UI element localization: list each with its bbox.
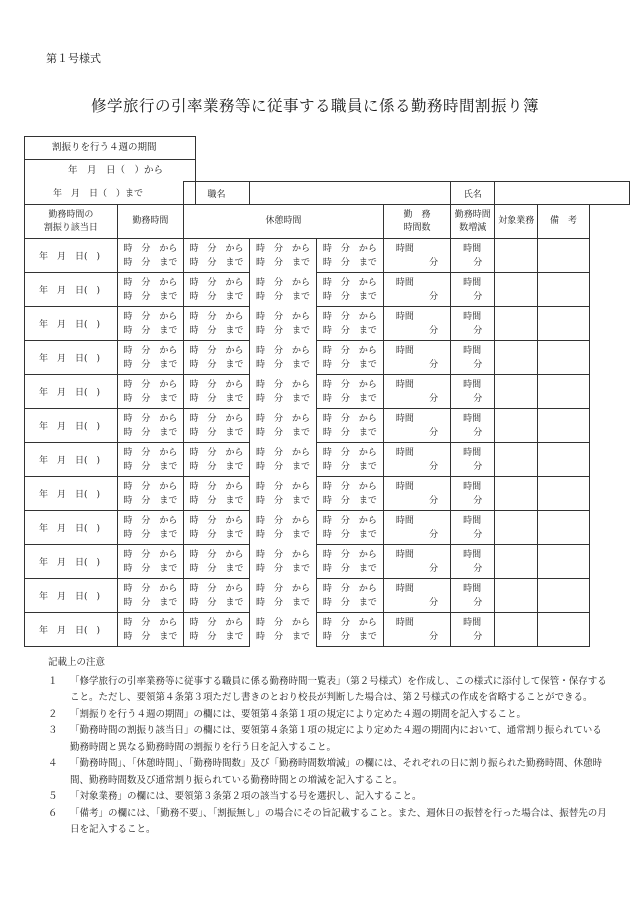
remarks-cell[interactable] (538, 409, 590, 443)
note-item (44, 707, 610, 724)
break-time-cell[interactable]: 時 分 から 時 分 まで (183, 375, 249, 409)
increase-cell[interactable]: 時間 分 (451, 239, 495, 273)
break-time-cell[interactable]: 時 分 から 時 分 まで (250, 307, 317, 341)
increase-header: 勤務時間 数増減 (451, 205, 495, 239)
row-date[interactable]: 年 月 日( ) (25, 511, 118, 545)
increase-cell[interactable]: 時間 分 (451, 443, 495, 477)
table-row (25, 579, 630, 613)
hours-cell[interactable]: 時間 分 (383, 239, 450, 273)
break-time-cell[interactable]: 時 分 から 時 分 まで (250, 443, 317, 477)
note-item (44, 723, 610, 756)
break-time-cell[interactable]: 時 分 から 時 分 まで (250, 375, 317, 409)
increase-cell[interactable]: 時間 分 (451, 375, 495, 409)
break-time-cell[interactable]: 時 分 から 時 分 まで (183, 443, 249, 477)
period-to-row (25, 182, 630, 205)
break-time-cell[interactable]: 時 分 から 時 分 まで (250, 239, 317, 273)
target-cell[interactable] (495, 511, 538, 545)
break-time-cell[interactable]: 時 分 から 時 分 まで (250, 511, 317, 545)
break-time-cell[interactable]: 時 分 から 時 分 まで (183, 273, 249, 307)
hours-cell[interactable]: 時間 分 (383, 443, 450, 477)
increase-cell[interactable]: 時間 分 (451, 341, 495, 375)
table-row (25, 375, 630, 409)
row-date[interactable]: 年 月 日( ) (25, 375, 118, 409)
row-date[interactable]: 年 月 日( ) (25, 273, 118, 307)
page-title: 修学旅行の引率業務等に従事する職員に係る勤務時間割振り簿 (90, 97, 539, 115)
hours-cell[interactable]: 時間 分 (383, 613, 450, 647)
target-cell[interactable] (495, 307, 538, 341)
remarks-cell[interactable] (538, 341, 590, 375)
break-time-header: 休憩時間 (183, 205, 383, 239)
row-date[interactable]: 年 月 日( ) (25, 477, 118, 511)
hours-cell[interactable]: 時間 分 (383, 375, 450, 409)
note-text: 「勤務時間」、「休憩時間」、「勤務時間数」及び「勤務時間数増減」の欄には、それぞれの日に割り振られた勤務時間、休憩時間、勤務時間数及び通常割り振られている勤務時間との増減を記入すること。 (70, 758, 603, 786)
note-text: 「備考」の欄には、「勤務不要」、「割振無し」の場合にその旨記載すること。また、週休日の振替を行った場合は、振替先の月日を記入すること。 (70, 807, 607, 835)
staff-name-label: 氏名 (451, 182, 495, 205)
break-time-cell[interactable]: 時 分 から 時 分 まで (316, 409, 383, 443)
notes-section (44, 655, 610, 839)
break-time-cell[interactable]: 時 分 から 時 分 まで (183, 511, 249, 545)
form-number: 第１号様式 (46, 52, 101, 65)
target-cell[interactable] (495, 375, 538, 409)
note-number: ４ (48, 758, 58, 769)
hours-header: 勤 務 時間数 (383, 205, 450, 239)
row-date[interactable]: 年 月 日( ) (25, 341, 118, 375)
row-date[interactable]: 年 月 日( ) (25, 307, 118, 341)
break-time-cell[interactable]: 時 分 から 時 分 まで (183, 341, 249, 375)
break-time-cell[interactable]: 時 分 から 時 分 まで (316, 477, 383, 511)
remarks-header: 備 考 (538, 205, 590, 239)
table-row (25, 239, 630, 273)
hours-cell[interactable]: 時間 分 (383, 273, 450, 307)
target-cell[interactable] (495, 341, 538, 375)
row-date[interactable]: 年 月 日( ) (25, 545, 118, 579)
note-item (44, 806, 610, 839)
remarks-cell[interactable] (538, 239, 590, 273)
period-label: 割振りを行う４週の期間 (25, 137, 195, 160)
break-time-cell[interactable]: 時 分 から 時 分 まで (316, 443, 383, 477)
work-time-cell[interactable]: 時 分 から 時 分 まで (117, 579, 183, 613)
break-time-cell[interactable]: 時 分 から 時 分 まで (316, 613, 383, 647)
row-date[interactable]: 年 月 日( ) (25, 239, 118, 273)
break-time-cell[interactable]: 時 分 から 時 分 まで (183, 239, 249, 273)
hours-cell[interactable]: 時間 分 (383, 477, 450, 511)
break-time-cell[interactable]: 時 分 から 時 分 まで (183, 307, 249, 341)
break-time-cell[interactable]: 時 分 から 時 分 まで (183, 613, 249, 647)
allocation-table (24, 181, 630, 647)
break-time-cell[interactable]: 時 分 から 時 分 まで (316, 341, 383, 375)
break-time-cell[interactable]: 時 分 から 時 分 まで (316, 511, 383, 545)
header-row (25, 205, 630, 239)
table-row (25, 511, 630, 545)
break-time-cell[interactable]: 時 分 から 時 分 まで (316, 239, 383, 273)
job-title-field[interactable] (250, 182, 451, 205)
work-time-header: 勤務時間 (117, 205, 183, 239)
note-text: 「対象業務」の欄には、要領第３条第２項の該当する号を選択し、記入すること。 (70, 791, 422, 802)
work-time-cell[interactable]: 時 分 から 時 分 まで (117, 375, 183, 409)
table-row (25, 273, 630, 307)
break-time-cell[interactable]: 時 分 から 時 分 まで (250, 613, 317, 647)
break-time-cell[interactable]: 時 分 から 時 分 まで (316, 579, 383, 613)
work-time-cell[interactable]: 時 分 から 時 分 まで (117, 409, 183, 443)
note-number: ６ (48, 807, 58, 819)
hours-cell[interactable]: 時間 分 (383, 409, 450, 443)
work-time-cell[interactable]: 時 分 から 時 分 まで (117, 307, 183, 341)
increase-cell[interactable]: 時間 分 (451, 273, 495, 307)
break-time-cell[interactable]: 時 分 から 時 分 まで (316, 273, 383, 307)
work-time-cell[interactable]: 時 分 から 時 分 まで (117, 239, 183, 273)
notes-title: 記載上の注意 (48, 657, 106, 668)
hours-cell[interactable]: 時間 分 (383, 579, 450, 613)
note-item (44, 789, 610, 806)
note-number: ２ (48, 708, 58, 720)
target-cell[interactable] (495, 239, 538, 273)
break-time-cell[interactable]: 時 分 から 時 分 まで (250, 341, 317, 375)
date-header: 勤務時間の 割振り該当日 (25, 205, 118, 239)
target-cell[interactable] (495, 579, 538, 613)
target-cell[interactable] (495, 443, 538, 477)
target-cell[interactable] (495, 477, 538, 511)
staff-name-field[interactable] (495, 182, 630, 205)
increase-cell[interactable]: 時間 分 (451, 613, 495, 647)
break-time-cell[interactable]: 時 分 から 時 分 まで (183, 477, 249, 511)
work-time-cell[interactable]: 時 分 から 時 分 まで (117, 341, 183, 375)
job-title-label: 職名 (183, 182, 249, 205)
note-item (44, 674, 610, 707)
increase-cell[interactable]: 時間 分 (451, 409, 495, 443)
target-cell[interactable] (495, 273, 538, 307)
increase-cell[interactable]: 時間 分 (451, 477, 495, 511)
break-time-cell[interactable]: 時 分 から 時 分 まで (316, 375, 383, 409)
period-from[interactable]: 年 月 日（ ）から (68, 165, 164, 176)
increase-cell[interactable]: 時間 分 (451, 307, 495, 341)
hours-cell[interactable]: 時間 分 (383, 511, 450, 545)
work-time-cell[interactable]: 時 分 から 時 分 まで (117, 511, 183, 545)
table-row (25, 477, 630, 511)
work-time-cell[interactable]: 時 分 から 時 分 まで (117, 545, 183, 579)
work-time-cell[interactable]: 時 分 から 時 分 まで (117, 443, 183, 477)
remarks-cell[interactable] (538, 613, 590, 647)
target-cell[interactable] (495, 545, 538, 579)
break-time-cell[interactable]: 時 分 から 時 分 まで (183, 579, 249, 613)
break-time-cell[interactable]: 時 分 から 時 分 まで (316, 307, 383, 341)
break-time-cell[interactable]: 時 分 から 時 分 まで (183, 409, 249, 443)
note-text: 「割振りを行う４週の期間」の欄には、要領第４条第１項の規定により定めた４週の期間を記入すること。 (70, 708, 527, 720)
break-time-cell[interactable]: 時 分 から 時 分 まで (250, 273, 317, 307)
note-number: １ (48, 675, 58, 687)
work-time-cell[interactable]: 時 分 から 時 分 まで (117, 477, 183, 511)
table-row (25, 341, 630, 375)
remarks-cell[interactable] (538, 511, 590, 545)
break-time-cell[interactable]: 時 分 から 時 分 まで (250, 545, 317, 579)
table-row (25, 545, 630, 579)
note-number: ３ (48, 725, 58, 736)
row-date[interactable]: 年 月 日( ) (25, 443, 118, 477)
break-time-cell[interactable]: 時 分 から 時 分 まで (250, 409, 317, 443)
table-row (25, 409, 630, 443)
hours-cell[interactable]: 時間 分 (383, 545, 450, 579)
increase-cell[interactable]: 時間 分 (451, 579, 495, 613)
remarks-cell[interactable] (538, 443, 590, 477)
remarks-cell[interactable] (538, 579, 590, 613)
notes-list (44, 674, 610, 839)
hours-cell[interactable]: 時間 分 (383, 341, 450, 375)
break-time-cell[interactable]: 時 分 から 時 分 まで (250, 477, 317, 511)
target-header: 対象業務 (495, 205, 538, 239)
increase-cell[interactable]: 時間 分 (451, 545, 495, 579)
break-time-cell[interactable]: 時 分 から 時 分 まで (250, 579, 317, 613)
target-cell[interactable] (495, 409, 538, 443)
remarks-cell[interactable] (538, 307, 590, 341)
note-item (44, 756, 610, 789)
table-row (25, 613, 630, 647)
remarks-cell[interactable] (538, 545, 590, 579)
increase-cell[interactable]: 時間 分 (451, 511, 495, 545)
table-row (25, 307, 630, 341)
break-time-cell[interactable]: 時 分 から 時 分 まで (183, 545, 249, 579)
row-date[interactable]: 年 月 日( ) (25, 579, 118, 613)
work-time-cell[interactable]: 時 分 から 時 分 まで (117, 273, 183, 307)
row-date[interactable]: 年 月 日( ) (25, 613, 118, 647)
work-time-cell[interactable]: 時 分 から 時 分 まで (117, 613, 183, 647)
note-text: 「修学旅行の引率業務等に従事する職員に係る勤務時間一覧表」（第２号様式）を作成し、この様式に添付して保管・保存すること。ただし、要領第４条第３項ただし書きのとおり校長が判断した場合は、第２号様式の作成を省略することができる。 (70, 675, 607, 703)
hours-cell[interactable]: 時間 分 (383, 307, 450, 341)
remarks-cell[interactable] (538, 273, 590, 307)
note-number: ５ (48, 791, 58, 802)
target-cell[interactable] (495, 613, 538, 647)
table-row (25, 443, 630, 477)
note-text: 「勤務時間の割振り該当日」の欄には、要領第４条第１項の規定により定めた４週の期間内において、通常割り振られている勤務時間と異なる勤務時間の割振りを行う日を記入すること。 (70, 725, 602, 753)
row-date[interactable]: 年 月 日( ) (25, 409, 118, 443)
break-time-cell[interactable]: 時 分 から 時 分 まで (316, 545, 383, 579)
remarks-cell[interactable] (538, 477, 590, 511)
remarks-cell[interactable] (538, 375, 590, 409)
period-to[interactable]: 年 月 日（ ）まで (25, 182, 184, 205)
